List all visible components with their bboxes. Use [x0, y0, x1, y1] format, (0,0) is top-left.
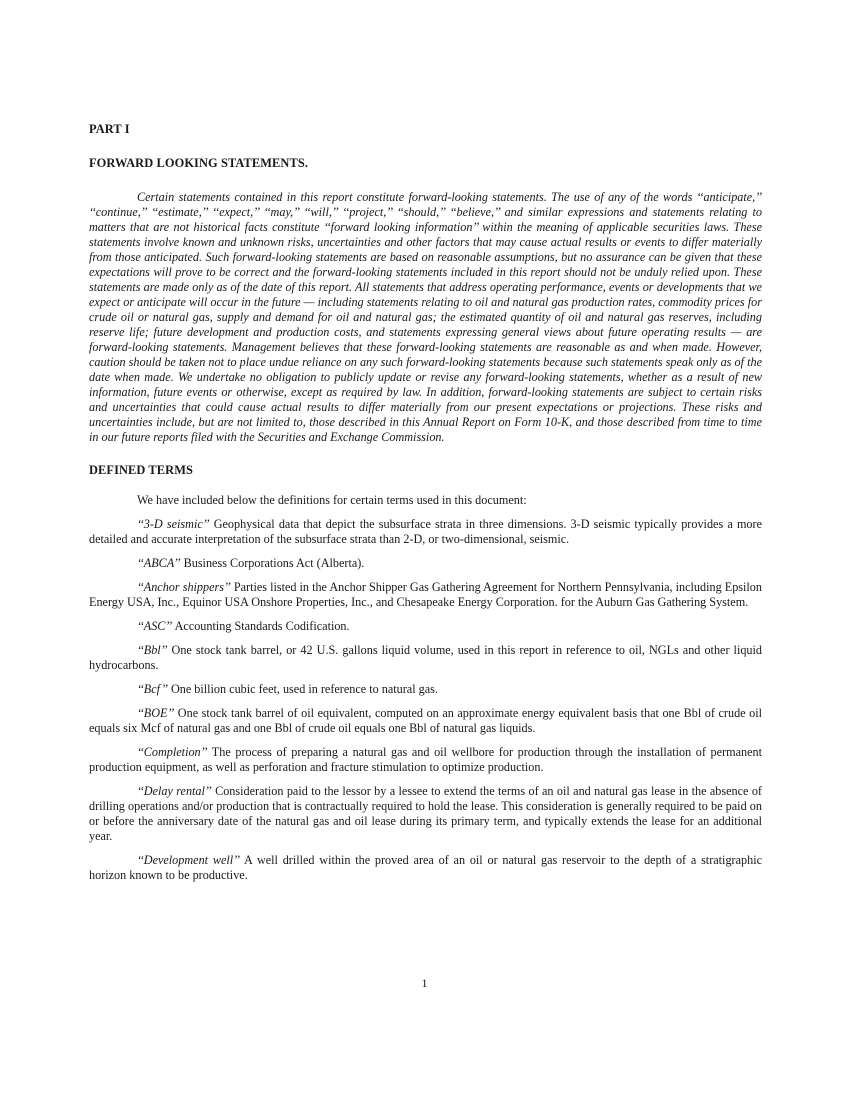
definition-item — [89, 682, 762, 697]
definition-item — [89, 643, 762, 673]
definition-term: ‘‘ABCA’’ — [137, 556, 181, 570]
definition-item — [89, 853, 762, 883]
document-page — [89, 122, 762, 892]
definition-item — [89, 706, 762, 736]
definition-term: ‘‘Anchor shippers’’ — [137, 580, 231, 594]
definition-item — [89, 619, 762, 634]
forward-looking-heading: FORWARD LOOKING STATEMENTS. — [89, 156, 309, 170]
definition-item — [89, 556, 762, 571]
definition-text: Parties listed in the Anchor Shipper Gas Gathering Agreement for Northern Pennsylvania, including Epsilon Energy USA, Inc., Equinor USA Onshore Properties, Inc., and Chesapeake Energy Corporation. for the Auburn Gas Gathering System. — [89, 580, 762, 609]
definition-term: ‘‘BOE’’ — [137, 706, 175, 720]
definition-text: Business Corporations Act (Alberta). — [180, 556, 365, 570]
definition-text: Consideration paid to the lessor by a lessee to extend the terms of an oil and natural gas lease in the absence of drilling operations and/or production that is contractually required to hold the lease. This consideration is generally required to be paid on or before the anniversary date of the natural gas and oil lease during its primary term, and typically extends the lease for an additional year. — [89, 784, 762, 843]
definition-item — [89, 580, 762, 610]
definition-term: ‘‘Completion’’ — [137, 745, 208, 759]
definition-term: ‘‘3-D seismic’’ — [137, 517, 210, 531]
definition-text: Geophysical data that depict the subsurface strata in three dimensions. 3-D seismic typically provides a more detailed and accurate interpretation of the subsurface strata than 2-D, or two-dimensional, seismic. — [89, 517, 762, 546]
forward-looking-paragraph: Certain statements contained in this report constitute forward-looking statements. The use of any of the words ‘‘anticipate,’’ ‘‘continue,’’ ‘‘estimate,’’ ‘‘expect,’’ ‘‘may,’’ ‘‘will,’’ ‘‘project,’’ ‘‘should,’’ ‘‘believe,’’ and similar expressions and statements relating to matters that are not historical facts constitute ‘‘forward looking information’’ within the meaning of applicable securities laws. These statements involve known and unknown risks, uncertainties and other factors that may cause actual results or events to differ materially from those anticipated. Such forward-looking statements are based on reasonable assumptions, but no assurance can be given that these expectations will prove to be correct and the forward-looking statements included in this report should not be unduly relied upon. These statements are made only as of the date of this report. All statements that address operating performance, events or developments that we expect or anticipate will occur in the future — including statements relating to oil and natural gas production rates, commodity prices for crude oil or natural gas, supply and demand for oil and natural gas; the estimated quantity of oil and natural gas reserves, including reserve life; future development and production costs, and statements expressing general views about future operating results — are forward-looking statements. Management believes that these forward-looking statements are reasonable as and when made. However, caution should be taken not to place undue reliance on any such forward-looking statements because such statements speak only as of the date when made. We undertake no obligation to publicly update or revise any forward-looking statements, whether as a result of new information, future events or otherwise, except as required by law. In addition, forward-looking statements are subject to certain risks and uncertainties that could cause actual results to differ materially from our present expectations or projections. These risks and uncertainties include, but are not limited to, those described in this Annual Report on Form 10-K, and those described from time to time in our future reports filed with the Securities and Exchange Commission. — [89, 190, 762, 444]
definition-term: ‘‘Bbl’’ — [137, 643, 168, 657]
definition-text: The process of preparing a natural gas and oil wellbore for production through the installation of permanent production equipment, as well as perforation and fracture stimulation to optimize production. — [89, 745, 762, 774]
page-number: 1 — [421, 976, 428, 990]
definition-term: ‘‘Development well’’ — [137, 853, 240, 867]
definition-text: One billion cubic feet, used in reference to natural gas. — [167, 682, 438, 696]
definition-term: ‘‘Delay rental’’ — [137, 784, 212, 798]
definition-item — [89, 745, 762, 775]
definition-term: ‘‘ASC’’ — [137, 619, 173, 633]
part-heading: PART I — [89, 122, 130, 136]
definition-text: One stock tank barrel, or 42 U.S. gallons liquid volume, used in this report in reference to oil, NGLs and other liquid hydrocarbons. — [89, 643, 762, 672]
definition-text: One stock tank barrel of oil equivalent, computed on an approximate energy equivalent basis that one Bbl of crude oil equals six Mcf of natural gas and one Bbl of crude oil equals one Bbl of natural gas liquids. — [89, 706, 762, 735]
defined-terms-heading: DEFINED TERMS — [89, 463, 194, 477]
definition-item — [89, 784, 762, 844]
definition-text: A well drilled within the proved area of an oil or natural gas reservoir to the depth of a stratigraphic horizon known to be productive. — [89, 853, 762, 882]
defined-terms-intro: We have included below the definitions for certain terms used in this document: — [137, 493, 527, 507]
definition-text: Accounting Standards Codification. — [172, 619, 350, 633]
definition-item — [89, 517, 762, 547]
definition-term: ‘‘Bcf’’ — [137, 682, 168, 696]
